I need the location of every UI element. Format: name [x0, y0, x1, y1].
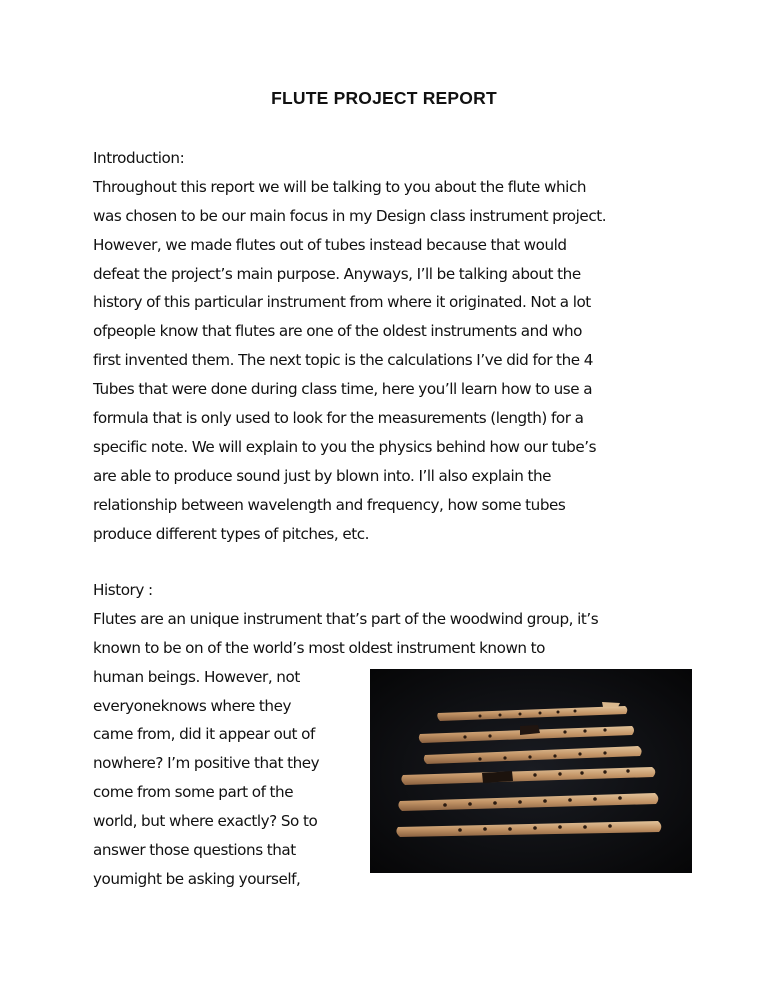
history-heading: History : — [93, 581, 153, 599]
paragraph-line: ofpeople know that flutes are one of the oldest instruments and who — [93, 322, 583, 341]
paragraph-line: youmight be asking yourself, — [93, 869, 301, 888]
page-title: FLUTE PROJECT REPORT — [271, 88, 497, 108]
paragraph-line: world, but where exactly? So to — [93, 812, 318, 831]
paragraph-line: answer those questions that — [93, 841, 296, 860]
paragraph-line: specific note. We will explain to you the physics behind how our tube’s — [93, 437, 597, 456]
introduction-section — [93, 144, 606, 548]
paragraph-line: known to be on of the world’s most oldest instrument known to — [93, 638, 546, 657]
paragraph-line: was chosen to be our main focus in my Design class instrument project. — [93, 206, 607, 225]
paragraph-line: Throughout this report we will be talking to you about the flute which — [93, 177, 587, 196]
bone-flutes-photo — [370, 669, 692, 873]
paragraph-line: come from some part of the — [93, 783, 294, 802]
paragraph-line: produce different types of pitches, etc. — [93, 524, 370, 543]
paragraph-line: defeat the project’s main purpose. Anyways, I’ll be talking about the — [93, 264, 581, 283]
introduction-heading: Introduction: — [93, 149, 185, 167]
paragraph-line: human beings. However, not — [93, 667, 300, 686]
paragraph-line: first invented them. The next topic is the calculations I’ve did for the 4 — [93, 351, 593, 370]
paragraph-line: everyoneknows where they — [93, 696, 292, 715]
paragraph-line: Flutes are an unique instrument that’s part of the woodwind group, it’s — [93, 609, 599, 628]
paragraph-line: history of this particular instrument from where it originated. Not a lot — [93, 293, 591, 312]
paragraph-line: formula that is only used to look for the measurements (length) for a — [93, 409, 584, 428]
paragraph-line: relationship between wavelength and frequency, how some tubes — [93, 495, 566, 514]
paragraph-line: are able to produce sound just by blown into. I’ll also explain the — [93, 466, 552, 485]
paragraph-line: came from, did it appear out of — [93, 725, 315, 744]
paragraph-line: nowhere? I’m positive that they — [93, 754, 320, 773]
paragraph-line: Tubes that were done during class time, here you’ll learn how to use a — [93, 380, 593, 399]
paragraph-line: However, we made flutes out of tubes instead because that would — [93, 235, 567, 254]
